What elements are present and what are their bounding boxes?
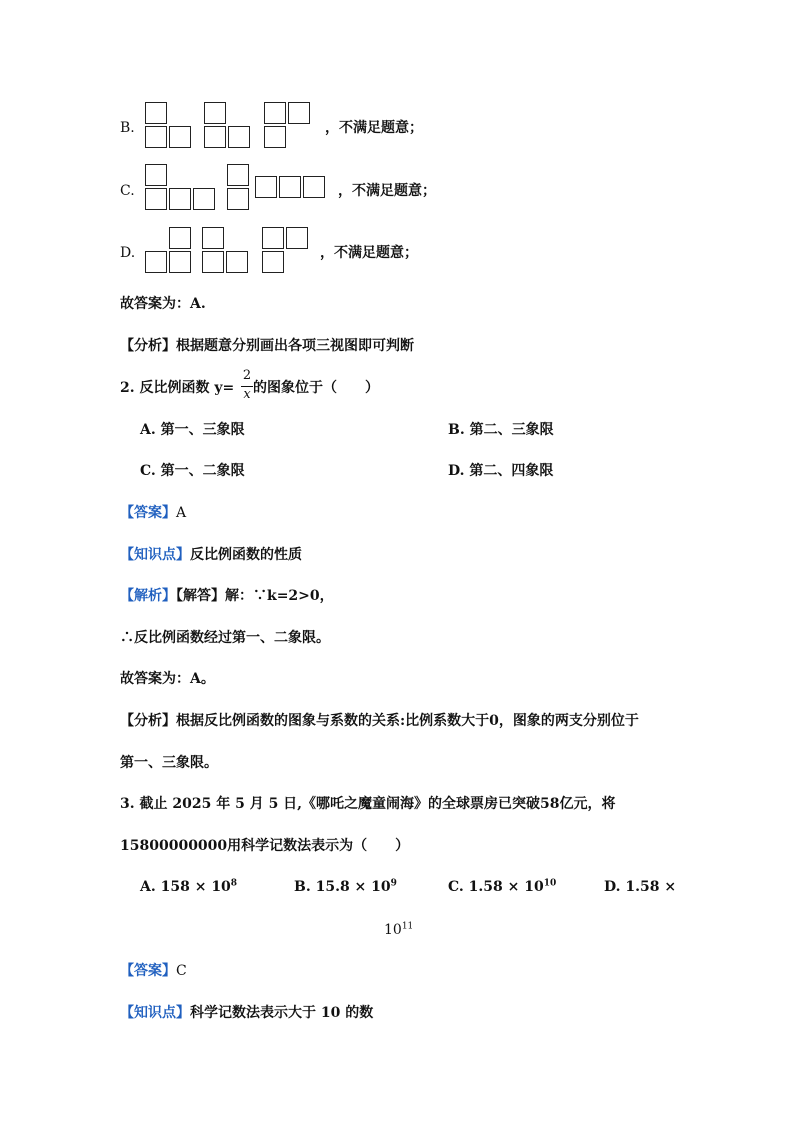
q3-option-d-continued [384,920,413,940]
knowledge-tag: 【知识点】 [120,547,190,563]
q3-answer [120,961,187,981]
knowledge-tag: 【知识点】 [120,1005,190,1021]
jiexi-value: 【解答】解：∵k=2>0， [176,588,334,604]
option-b-suffix: ，不满足题意； [325,120,423,136]
q2-analysis-line1: 【分析】根据反比例函数的图象与系数的关系:比例系数大于0，图象的两支分别位于 [120,713,639,729]
q2-jiexi [120,586,334,606]
q3-option-d-exp: 11 [401,921,414,932]
option-c-suffix: ，不满足题意； [338,183,436,199]
q1-answer-line: 故答案为：A. [120,296,206,312]
q1-analysis: 【分析】根据题意分别画出各项三视图即可判断 [120,338,414,354]
q3-option-a [140,877,237,897]
q2-stem-prefix: 2. 反比例函数 y= [120,380,235,396]
option-c-letter: C. [120,183,135,199]
q3-option-d-label: D. 1.58 × [604,879,677,895]
q2-therefore: ∴反比例函数经过第一、二象限。 [120,630,330,646]
q2-option-d: D. 第二、四象限 [448,463,554,479]
option-b-letter: B. [120,120,135,136]
q3-stem-line2: 15800000000用科学记数法表示为（ ） [120,838,410,854]
q3-option-b-label: B. 15.8 × 10 [294,879,391,895]
q2-analysis-line2: 第一、三象限。 [120,755,218,771]
answer-tag: 【答案】 [120,963,176,979]
answer-value: C [176,963,187,979]
q3-option-a-exp: 8 [230,878,238,889]
option-d-suffix: ，不满足题意； [320,245,418,261]
q3-stem-line1: 3. 截止 2025 年 5 月 5 日,《哪吒之魔童闹海》的全球票房已突破58亿元，将 [120,796,616,812]
q3-option-c-exp: 10 [543,878,557,889]
knowledge-value: 反比例函数的性质 [190,547,302,563]
answer-value: A [176,505,187,521]
option-d-letter: D. [120,245,136,261]
q3-option-b-exp: 9 [390,878,397,889]
q3-option-c [448,877,556,897]
q2-option-c: C. 第一、二象限 [140,463,245,479]
q2-stem-suffix: 的图象位于（ ） [253,380,379,396]
q3-option-b [294,877,397,897]
q3-option-d [604,877,676,897]
q2-fraction-numerator: 2 [242,368,252,383]
q2-option-a: A. 第一、三象限 [140,422,245,438]
answer-tag: 【答案】 [120,505,176,521]
q2-answer [120,503,186,523]
q2-knowledge [120,545,302,565]
q2-option-b: B. 第二、三象限 [448,422,554,438]
q3-option-d-base: 10 [384,922,402,938]
q3-option-a-label: A. 158 × 10 [140,879,231,895]
jiexi-tag: 【解析】 [120,588,176,604]
knowledge-value: 科学记数法表示大于 10 的数 [190,1005,374,1021]
q2-conclusion: 故答案为：A。 [120,671,215,687]
q2-fraction-denominator: x [243,387,251,402]
q3-knowledge [120,1003,373,1023]
q3-option-c-label: C. 1.58 × 10 [448,879,544,895]
